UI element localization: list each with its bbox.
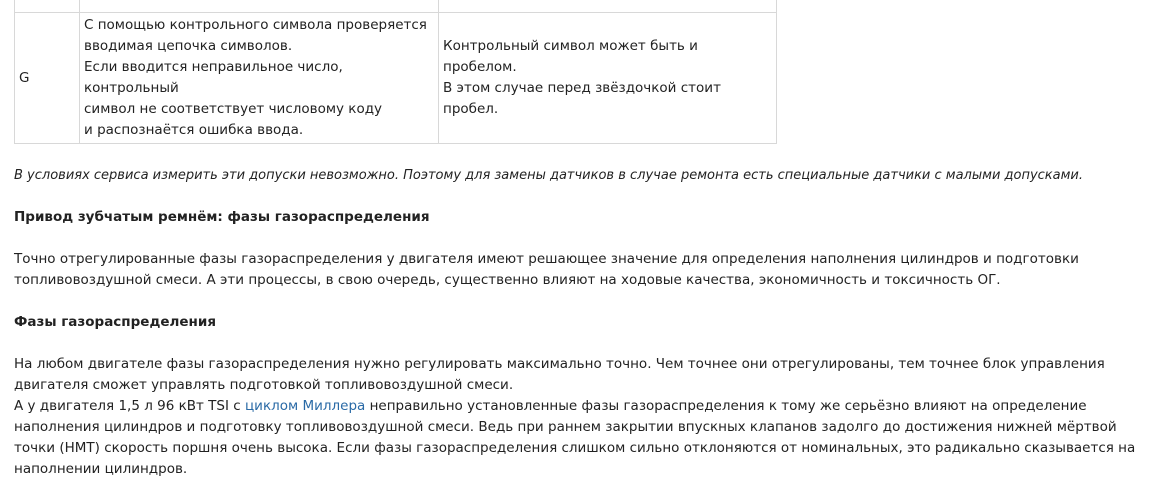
section-heading-timing-belt: Привод зубчатым ремнём: фазы газораспределения xyxy=(14,209,430,225)
section-paragraph-miller xyxy=(14,396,1139,480)
italic-note: В условиях сервиса измерить эти допуски невозможно. Поэтому для замены датчиков в случае ремонта есть специальные датчики с малыми допусками. xyxy=(14,168,1084,183)
table-row-previous xyxy=(15,0,777,13)
table-cell xyxy=(80,0,439,13)
paragraph-text: А у двигателя 1,5 л 96 кВт TSI с xyxy=(14,398,245,414)
table-cell xyxy=(15,0,80,13)
miller-cycle-link[interactable]: циклом Миллера xyxy=(244,398,366,414)
section-paragraph: На любом двигателе фазы газораспределения нужно регулировать максимально точно. Чем точнее они отрегулированы, тем точнее блок управления двигателя сможет управлять подготовкой топливовоздушной смеси. xyxy=(14,356,1105,393)
document-body xyxy=(14,0,1139,480)
section-heading-valve-timing: Фазы газораспределения xyxy=(14,314,217,330)
paragraph-text: неправильно установленные фазы газораспределения к тому же серьёзно влияют на определение наполнения цилиндров и подготовку топливовоздушной смеси. Ведь при раннем закрытии впускных клапанов задолго до достижения нижней мёртвой точки (НМТ) скорость поршня очень высока. Если фазы газораспределения слишком сильно отклоняются от номинальных, это радикально сказывается на наполнении цилиндров. xyxy=(14,398,1136,477)
table-row xyxy=(15,13,777,144)
note-cell xyxy=(439,13,777,144)
table-cell xyxy=(439,0,777,13)
description-line: символ не соответствует числовому коду xyxy=(84,101,383,117)
description-line: вводимая цепочка символов. xyxy=(84,38,293,54)
note-line: В этом случае перед звёздочкой стоит пробел. xyxy=(443,80,721,117)
description-cell xyxy=(80,13,439,144)
note-line: Контрольный символ может быть и пробелом. xyxy=(443,38,698,75)
description-line: С помощью контрольного символа проверяется xyxy=(84,17,427,33)
description-line: и распознаётся ошибка ввода. xyxy=(84,122,304,138)
row-code-cell: G xyxy=(15,13,80,144)
info-table xyxy=(14,0,777,144)
description-line: Если вводится неправильное число, контрольный xyxy=(84,59,343,96)
section-paragraph: Точно отрегулированные фазы газораспределения у двигателя имеют решающее значение для определения наполнения цилиндров и подготовки топливовоздушной смеси. А эти процессы, в свою очередь, существенно влияют на ходовые качества, экономичность и токсичность ОГ. xyxy=(14,251,1079,288)
